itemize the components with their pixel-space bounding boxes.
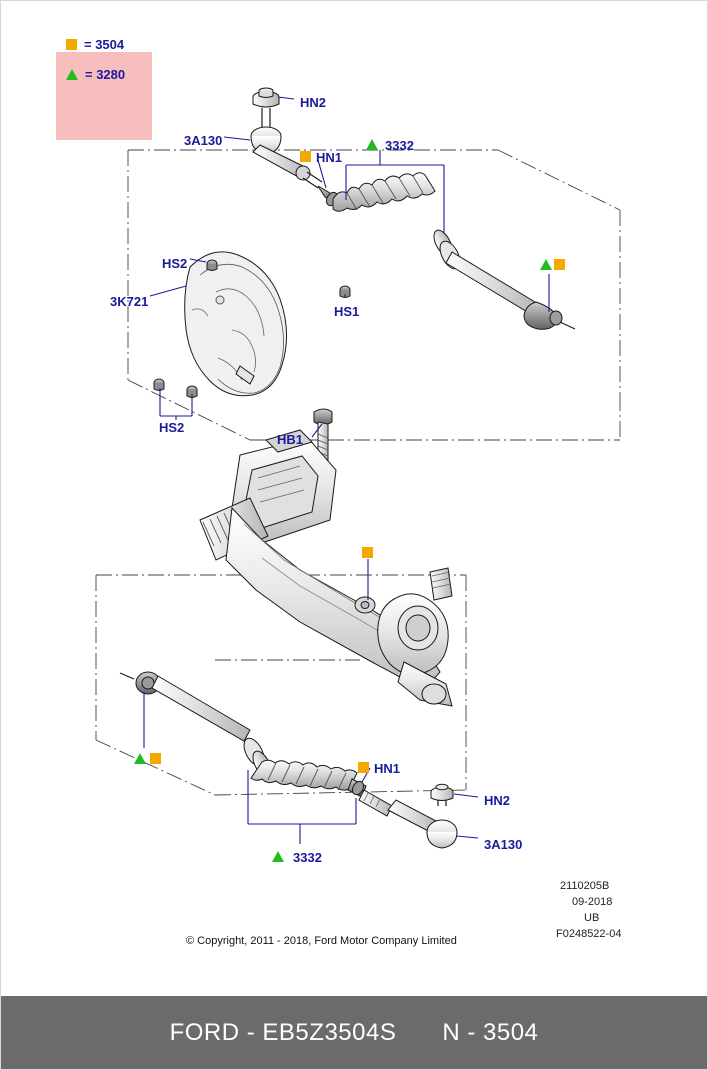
callout-3332-bottom: 3332 xyxy=(293,850,322,865)
callout-3k721: 3K721 xyxy=(110,294,149,309)
callout-hs2-upper: HS2 xyxy=(162,256,188,271)
drawing-file-id: F0248522-04 xyxy=(556,928,622,940)
callout-hn2-top: HN2 xyxy=(300,95,327,110)
square-marker-orange-icon-hn1-top xyxy=(300,151,311,162)
part-summary-bar xyxy=(0,996,708,1070)
callout-hs2-lower: HS2 xyxy=(159,420,185,435)
callout-hn1-bottom: HN1 xyxy=(374,761,401,776)
triangle-marker-green-icon-upper-right xyxy=(540,259,552,270)
callout-3332-top: 3332 xyxy=(385,138,414,153)
callout-hn1-top: HN1 xyxy=(316,150,343,165)
legend-item-3280-label: = 3280 xyxy=(85,67,126,83)
triangle-marker-green-icon-3332-top xyxy=(366,139,378,150)
legend-item-3280 xyxy=(66,66,125,82)
callout-hb1: HB1 xyxy=(277,432,304,447)
square-marker-orange-icon-hn1-bottom xyxy=(358,762,369,773)
part-number-label: FORD - EB5Z3504S xyxy=(169,1019,397,1046)
drawing-date: 09-2018 xyxy=(572,896,613,908)
triangle-marker-green-icon-lower-left xyxy=(134,753,146,764)
part-reference-label: N - 3504 xyxy=(442,1019,539,1046)
callout-3a130-top: 3A130 xyxy=(184,133,223,148)
legend-item-3504 xyxy=(66,36,124,52)
square-marker-orange-icon-lower-left xyxy=(150,753,161,764)
callout-hn2-bottom: HN2 xyxy=(484,793,511,808)
triangle-marker-green-icon xyxy=(66,69,78,80)
square-marker-orange-icon-upper-right xyxy=(554,259,565,270)
square-marker-orange-icon-center xyxy=(362,547,373,558)
square-marker-orange-icon xyxy=(66,39,77,50)
triangle-marker-green-icon-3332-bottom xyxy=(272,851,284,862)
drawing-number: 2110205B xyxy=(560,880,610,892)
copyright-notice: © Copyright, 2011 - 2018, Ford Motor Company Limited xyxy=(186,935,457,947)
drawing-region: UB xyxy=(584,912,600,924)
legend-item-3504-label: = 3504 xyxy=(84,37,125,53)
callout-hs1: HS1 xyxy=(334,304,360,319)
callout-3a130-bottom: 3A130 xyxy=(484,837,523,852)
